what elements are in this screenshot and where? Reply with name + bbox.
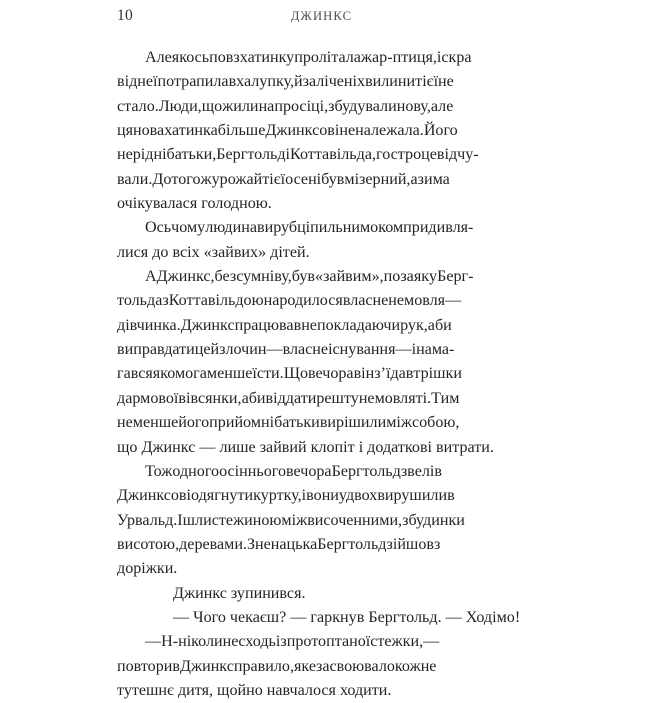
word: прийомні (209, 414, 275, 432)
word: А (145, 268, 157, 286)
word: Джинкс (180, 316, 235, 334)
text-line (117, 362, 533, 386)
word: менше (132, 414, 179, 432)
word: Джинкс, (156, 268, 215, 286)
word: Берг- (437, 268, 474, 286)
word: нама- (416, 341, 455, 359)
text-line: тутешнє дитя, щойно навчалося ходити. (117, 681, 392, 699)
word: позаяк (383, 268, 430, 286)
word: куртку, (253, 487, 302, 505)
word: що (201, 97, 223, 115)
word: просіці, (274, 97, 329, 115)
text-line (117, 70, 533, 94)
body-text-block (117, 46, 533, 703)
word: хвилини (357, 73, 416, 91)
word: Коттавільда, (290, 146, 377, 164)
word: стежиною (211, 511, 282, 529)
word: з’їдав (374, 365, 414, 383)
word: Але (145, 49, 172, 66)
word: повз (209, 49, 240, 66)
word: кожне (394, 657, 437, 675)
word: хатинку (239, 49, 295, 66)
word: й (294, 73, 303, 91)
word: Джинксові (265, 122, 340, 140)
word: Люди, (158, 97, 202, 115)
text-line (117, 630, 533, 654)
word: жар-птиця, (360, 49, 437, 66)
word: стало. (117, 97, 159, 115)
word: будинки (408, 511, 465, 529)
word: ця (117, 122, 134, 140)
word: чому (171, 219, 206, 237)
word: із (275, 633, 287, 651)
word: аби (241, 389, 266, 407)
paragraph (117, 630, 533, 703)
page-number: 10 (117, 7, 133, 24)
word: жили (222, 97, 259, 115)
word: звелів (400, 462, 442, 480)
word: гостро (376, 146, 422, 164)
text-line (117, 533, 533, 557)
word: вали. (117, 170, 153, 188)
word: належала. (355, 122, 424, 140)
word: а (410, 170, 418, 188)
word: власне (342, 292, 389, 310)
word: злочин (219, 341, 267, 359)
word: віддати (265, 389, 317, 407)
text-line (117, 484, 533, 508)
text-line (117, 95, 533, 119)
text-line (117, 46, 533, 70)
word: нова (133, 122, 165, 140)
word: між (386, 414, 412, 432)
running-title: ДЖИНКС (290, 9, 353, 23)
text-line: що Джинкс — лише зайвий клопіт і додаткові витрати. (117, 438, 494, 456)
word: немовляті. (358, 389, 432, 407)
word: не (301, 316, 317, 334)
word: повторив (117, 657, 180, 675)
word: рук, (400, 316, 428, 334)
word: не (438, 73, 454, 91)
word: Джинкс (179, 657, 234, 675)
word: немовля (388, 292, 446, 310)
word: удвох (338, 487, 378, 505)
word: оком (370, 219, 404, 237)
word: одного (172, 462, 220, 480)
word: ж (200, 170, 212, 188)
text-line (117, 460, 533, 484)
word: До (152, 170, 172, 188)
word: вирубці (257, 219, 311, 237)
word: осені (285, 170, 322, 188)
word: Бергтольд (216, 146, 286, 164)
word: урожай (211, 170, 263, 188)
text-line (117, 411, 533, 435)
word: собою, (411, 414, 460, 432)
word: Бергтольд (331, 462, 401, 480)
word: з (402, 511, 409, 529)
word: існування (328, 341, 396, 359)
word: на (241, 219, 257, 237)
word: за (302, 73, 317, 91)
word: його (178, 414, 210, 432)
word: придивля- (403, 219, 474, 237)
word: вони (306, 487, 339, 505)
word: від (117, 73, 138, 91)
word: не (117, 414, 133, 432)
word: решту (316, 389, 359, 407)
word: зійшов (386, 535, 434, 553)
word: деревами. (179, 535, 247, 553)
word: сходь (238, 633, 276, 651)
word: батьки (274, 414, 320, 432)
text-line (117, 119, 533, 143)
text-line (117, 168, 533, 192)
word: гався (117, 365, 153, 383)
word: неї (137, 73, 158, 91)
word: покладаючи (316, 316, 401, 334)
word: якось (171, 49, 210, 66)
word: мізерний, (344, 170, 411, 188)
word: без (214, 268, 237, 286)
word: але (430, 97, 454, 115)
word: дармової (117, 389, 179, 407)
word: сумніву, (236, 268, 292, 286)
word: Ішли (177, 511, 212, 529)
word: якомога (152, 365, 207, 383)
word: Джинксові (117, 487, 192, 505)
text-line: доріжки. (117, 560, 178, 578)
text-line: Джинкс зупинився. (173, 584, 306, 602)
text-line: очікувалася голодною. (117, 195, 272, 213)
word: нову, (396, 97, 431, 115)
text-line (117, 655, 533, 679)
word: власне (282, 341, 329, 359)
text-line (117, 509, 533, 533)
text-line (117, 216, 533, 240)
text-line: лися до всіх «зайвих» дітей. (117, 243, 310, 261)
paragraph (117, 460, 533, 582)
word: — (423, 633, 440, 651)
word: Бергтольд (317, 535, 387, 553)
word: Тим (431, 389, 460, 407)
word: цей (194, 341, 220, 359)
word: Його (423, 122, 458, 140)
word: і (301, 487, 307, 505)
text-line (117, 387, 533, 411)
word: працював (234, 316, 302, 334)
word: трішки (413, 365, 462, 383)
word: збудували (328, 97, 397, 115)
word: — (266, 341, 283, 359)
word: і (411, 341, 417, 359)
word: стежки, (370, 633, 424, 651)
word: того (171, 170, 201, 188)
word: вівсянки, (178, 389, 242, 407)
word: лічені (316, 73, 358, 91)
word: в (447, 487, 455, 505)
word: не (339, 122, 356, 140)
word: хатинка (164, 122, 218, 140)
word: вирішили (319, 414, 387, 432)
text-line (117, 289, 533, 313)
word: це (421, 146, 437, 164)
word: Урвальд. (117, 511, 178, 529)
word: більше (217, 122, 266, 140)
word: на (258, 97, 275, 115)
word: вечора (286, 462, 332, 480)
word: яке (294, 657, 316, 675)
word: не (222, 633, 239, 651)
word: відчу- (436, 146, 479, 164)
word: народилося (263, 292, 343, 310)
word: нерідні (117, 146, 167, 164)
word: між (281, 511, 308, 529)
text-line (117, 314, 533, 338)
word: халупку, (236, 73, 295, 91)
word: Н-ніколи (161, 633, 223, 651)
word: у (429, 268, 438, 286)
paragraph (117, 582, 533, 606)
word: — (145, 633, 162, 651)
word: тольда (117, 292, 163, 310)
word: люди (205, 219, 242, 237)
word: височенними, (307, 511, 403, 529)
word: пролітала (294, 49, 361, 66)
word: Зненацька (246, 535, 318, 553)
word: дівчинка. (117, 316, 181, 334)
word: був (291, 268, 316, 286)
text-line (117, 338, 533, 362)
word: правило, (233, 657, 294, 675)
word: батьки, (166, 146, 217, 164)
paragraph (117, 265, 533, 460)
paragraph (117, 606, 533, 630)
word: засвоювало (315, 657, 395, 675)
paragraph (117, 216, 533, 265)
paragraph (117, 46, 533, 216)
word: і (285, 146, 291, 164)
text-line: — Чого чекаєш? — гаркнув Бергтольд. — Ходімо! (173, 608, 521, 626)
text-line (117, 265, 533, 289)
word: менше (206, 365, 253, 383)
word: з (433, 535, 441, 553)
word: осіннього (219, 462, 286, 480)
word: він (353, 365, 375, 383)
word: — (445, 292, 462, 310)
word: тієї (415, 73, 439, 91)
word: потрапила (157, 73, 229, 91)
word: аби (427, 316, 452, 334)
word: Тож (145, 462, 173, 480)
word: «зайвим», (315, 268, 384, 286)
text-line (117, 143, 533, 167)
word: протоптаної (286, 633, 371, 651)
word: одягнути (191, 487, 254, 505)
word: в (228, 73, 237, 91)
word: іскра (436, 49, 472, 66)
word: їсти. (252, 365, 284, 383)
word: виправдати (117, 341, 195, 359)
word: висотою, (117, 535, 180, 553)
running-head (117, 6, 532, 26)
word: зима (417, 170, 450, 188)
word: був (321, 170, 345, 188)
word: пильним (310, 219, 371, 237)
word: Щовечора (283, 365, 354, 383)
word: Ось (145, 219, 172, 237)
word: з (162, 292, 169, 310)
word: вирушили (377, 487, 448, 505)
word: Коттавільдою (168, 292, 264, 310)
word: тієї (262, 170, 286, 188)
word: — (395, 341, 412, 359)
